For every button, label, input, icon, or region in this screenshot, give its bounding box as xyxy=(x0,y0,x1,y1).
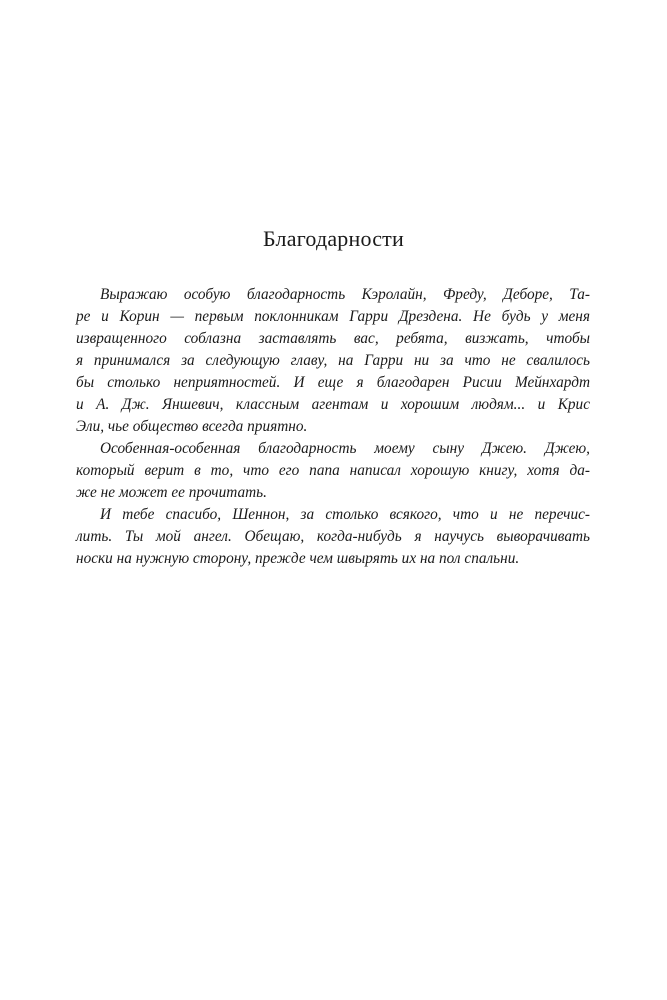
text-line: и А. Дж. Яншевич, классным агентам и хорошим людям... и Крис xyxy=(76,396,590,413)
page-title: Благодарности xyxy=(263,226,404,251)
text-line: ре и Корин — первым поклонникам Гарри Дрездена. Не будь у меня xyxy=(76,308,590,325)
text-line: же не может ее прочитать. xyxy=(76,484,267,501)
text-line: я принимался за следующую главу, на Гарри ни за что не свалилось xyxy=(76,352,590,369)
text-line: носки на нужную сторону, прежде чем швырять их на пол спальни. xyxy=(76,550,520,567)
text-line: лить. Ты мой ангел. Обещаю, когда-нибудь я научусь выворачивать xyxy=(76,528,590,545)
text-line: Особенная-особенная благодарность моему сыну Джею. Джею, xyxy=(100,440,590,457)
text-line: который верит в то, что его папа написал хорошую книгу, хотя да- xyxy=(76,462,590,479)
acknowledgements-text xyxy=(76,284,590,570)
text-line: извращенного соблазна заставлять вас, ребята, визжать, чтобы xyxy=(76,330,590,347)
text-line: И тебе спасибо, Шеннон, за столько всякого, что и не перечис- xyxy=(100,506,590,523)
text-line: бы столько неприятностей. И еще я благодарен Рисии Мейнхардт xyxy=(76,374,590,391)
text-line: Выражаю особую благодарность Кэролайн, Фреду, Деборе, Та- xyxy=(100,286,590,303)
text-line: Эли, чье общество всегда приятно. xyxy=(76,418,308,435)
